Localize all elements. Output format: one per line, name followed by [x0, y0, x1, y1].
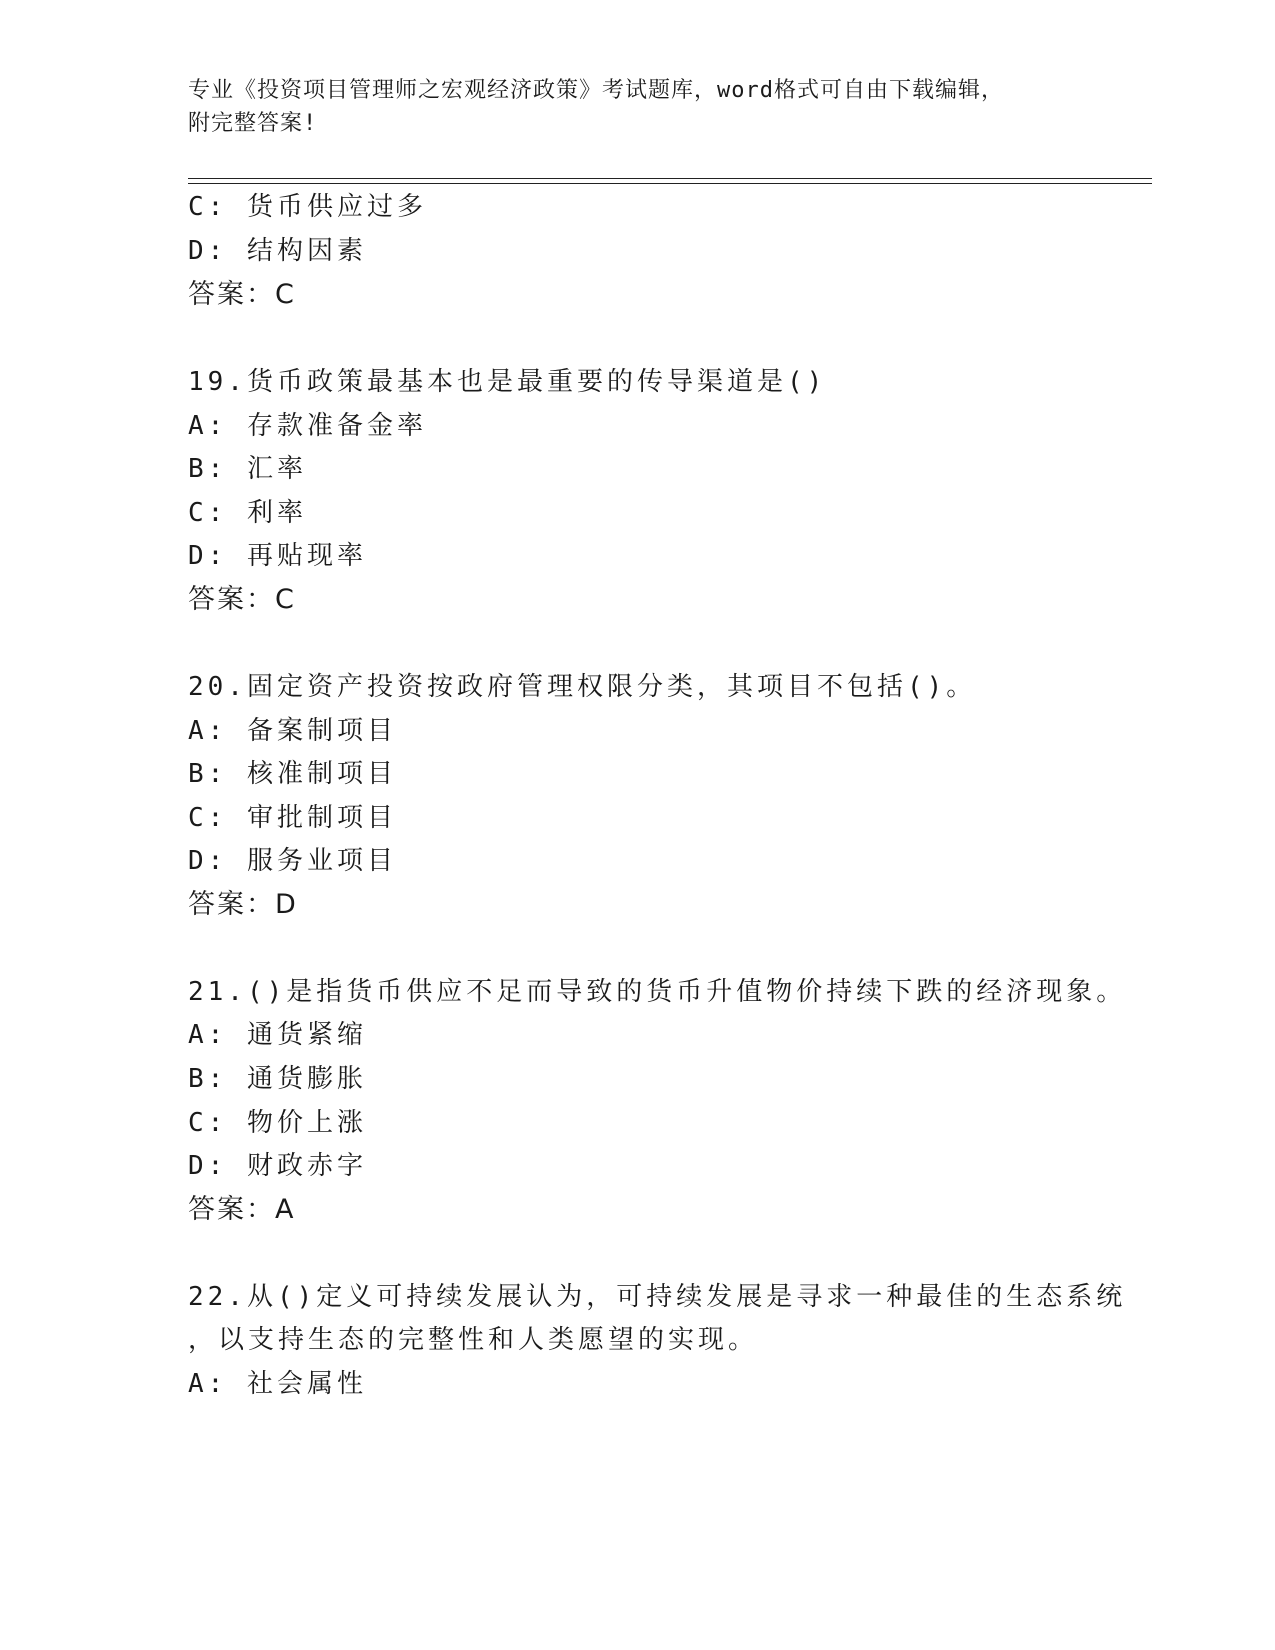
q20-option-c: C: 审批制项目 [188, 803, 397, 833]
header-rule-top [188, 178, 1152, 179]
q20-answer: 答案：D [188, 889, 298, 920]
q20-option-d: D: 服务业项目 [188, 846, 397, 876]
q21-option-b: B: 通货膨胀 [188, 1064, 367, 1094]
header-rule-bottom [188, 183, 1152, 184]
q19-option-a: A: 存款准备金率 [188, 411, 427, 441]
prev-answer: 答案：C [188, 279, 296, 310]
q22-stem-line-2: ，以支持生态的完整性和人类愿望的实现。 [188, 1325, 759, 1355]
header-line-2: 附完整答案! [188, 111, 318, 136]
q19-option-d: D: 再贴现率 [188, 541, 367, 571]
header-line-1: 专业《投资项目管理师之宏观经济政策》考试题库，word格式可自由下载编辑， [188, 78, 1004, 103]
q20-option-a: A: 备案制项目 [188, 716, 397, 746]
q19-stem: 19.货币政策最基本也是最重要的传导渠道是() [188, 367, 827, 397]
q19-option-b: B: 汇率 [188, 454, 307, 484]
q19-answer: 答案：C [188, 584, 296, 615]
prev-option-d: D: 结构因素 [188, 236, 367, 266]
q21-stem: 21.()是指货币供应不足而导致的货币升值物价持续下跌的经济现象。 [188, 977, 1127, 1007]
q20-stem: 20.固定资产投资按政府管理权限分类，其项目不包括()。 [188, 672, 977, 702]
document-header [188, 74, 1068, 140]
q20-option-b: B: 核准制项目 [188, 759, 397, 789]
q21-answer: 答案：A [188, 1194, 296, 1225]
q22-option-a: A: 社会属性 [188, 1369, 367, 1399]
q21-option-a: A: 通货紧缩 [188, 1020, 367, 1050]
q21-option-d: D: 财政赤字 [188, 1151, 367, 1181]
q21-option-c: C: 物价上涨 [188, 1108, 367, 1138]
q22-stem-line-1: 22.从()定义可持续发展认为，可持续发展是寻求一种最佳的生态系统 [188, 1282, 1127, 1312]
q19-option-c: C: 利率 [188, 498, 307, 528]
prev-option-c: C: 货币供应过多 [188, 192, 427, 222]
